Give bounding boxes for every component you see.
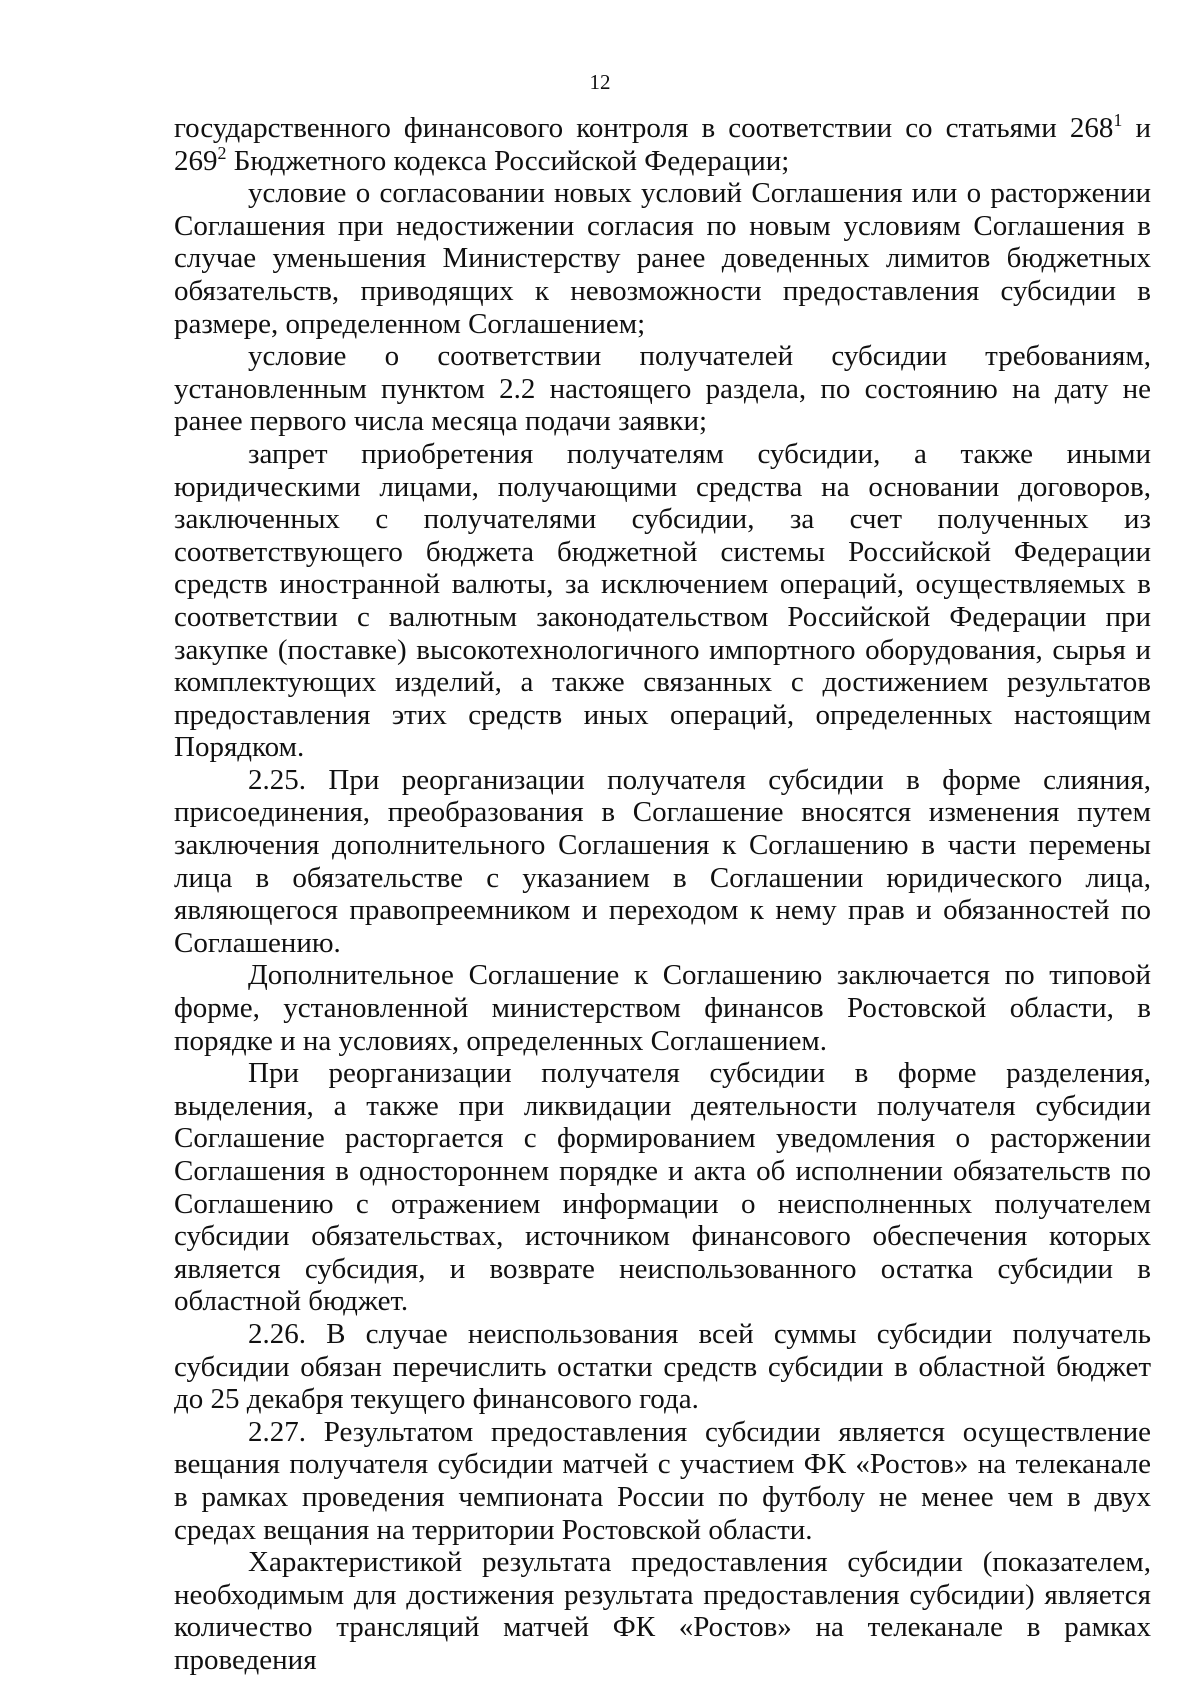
paragraph-1-text-a: государственного финансового контроля в соответствии со статьями 268 <box>174 112 1114 144</box>
paragraph-3: условие о соответствии получателей субсидии требованиям, установленным пунктом 2.2 настоящего раздела, по состоянию на дату не ранее первого числа месяца подачи заявки; <box>174 340 1151 438</box>
paragraph-1 <box>174 112 1151 177</box>
article-269-superscript: 2 <box>217 142 227 163</box>
paragraph-7: При реорганизации получателя субсидии в форме разделения, выделения, а также при ликвидации деятельности получателя субсидии Соглашение расторгается с формированием уведомления о расторжении Соглашения в одностороннем порядке и акта об исполнении обязательств по Соглашению с отражением информации о неисполненных получателем субсидии обязательствах, источником финансового обеспечения которых является субсидия, и возврате неиспользованного остатка субсидии в областной бюджет. <box>174 1057 1151 1318</box>
paragraph-2: условие о согласовании новых условий Соглашения или о расторжении Соглашения при недостижении согласия по новым условиям Соглашения в случае уменьшения Министерству ранее доведенных лимитов бюджетных обязательств, приводящих к невозможности предоставления субсидии в размере, определенном Соглашением; <box>174 177 1151 340</box>
paragraph-1-text-b: и 269 <box>174 112 1151 177</box>
paragraph-9: 2.27. Результатом предоставления субсидии является осуществление вещания получателя субсидии матчей с участием ФК «Ростов» на телеканале в рамках проведения чемпионата России по футболу не менее чем в двух средах вещания на территории Ростовской области. <box>174 1415 1151 1546</box>
article-268-superscript: 1 <box>1113 110 1123 130</box>
paragraph-10: Характеристикой результата предоставления субсидии (показателем, необходимым для достижения результата предоставления субсидии) является количество трансляций матчей ФК «Ростов» на телеканале в рамках проведения <box>174 1546 1151 1676</box>
document-body <box>174 112 1151 1677</box>
paragraph-8: 2.26. В случае неиспользования всей суммы субсидии получатель субсидии обязан перечислить остатки средств субсидии в областной бюджет до 25 декабря текущего финансового года. <box>174 1317 1151 1416</box>
paragraph-1-text-c: Бюджетного кодекса Российской Федерации; <box>226 144 790 177</box>
paragraph-4: запрет приобретения получателям субсидии, а также иными юридическими лицами, получающими средства на основании договоров, заключенных с получателями субсидии, за счет полученных из соответствующего бюджета бюджетной системы Российской Федерации средств иностранной валюты, за исключением операций, осуществляемых в соответствии с валютным законодательством Российской Федерации при закупке (поставке) высокотехнологичного импортного оборудования, сырья и комплектующих изделий, а также связанных с достижением результатов предоставления этих средств иных операций, определенных настоящим Порядком. <box>174 437 1151 764</box>
paragraph-5: 2.25. При реорганизации получателя субсидии в форме слияния, присоединения, преобразования в Соглашение вносятся изменения путем заключения дополнительного Соглашения к Соглашению в части перемены лица в обязательстве с указанием в Соглашении юридического лица, являющегося правопреемником и переходом к нему прав и обязанностей по Соглашению. <box>174 763 1151 959</box>
paragraph-6: Дополнительное Соглашение к Соглашению заключается по типовой форме, установленной министерством финансов Ростовской области, в порядке и на условиях, определенных Соглашением. <box>174 959 1151 1057</box>
page-number: 12 <box>589 70 611 94</box>
